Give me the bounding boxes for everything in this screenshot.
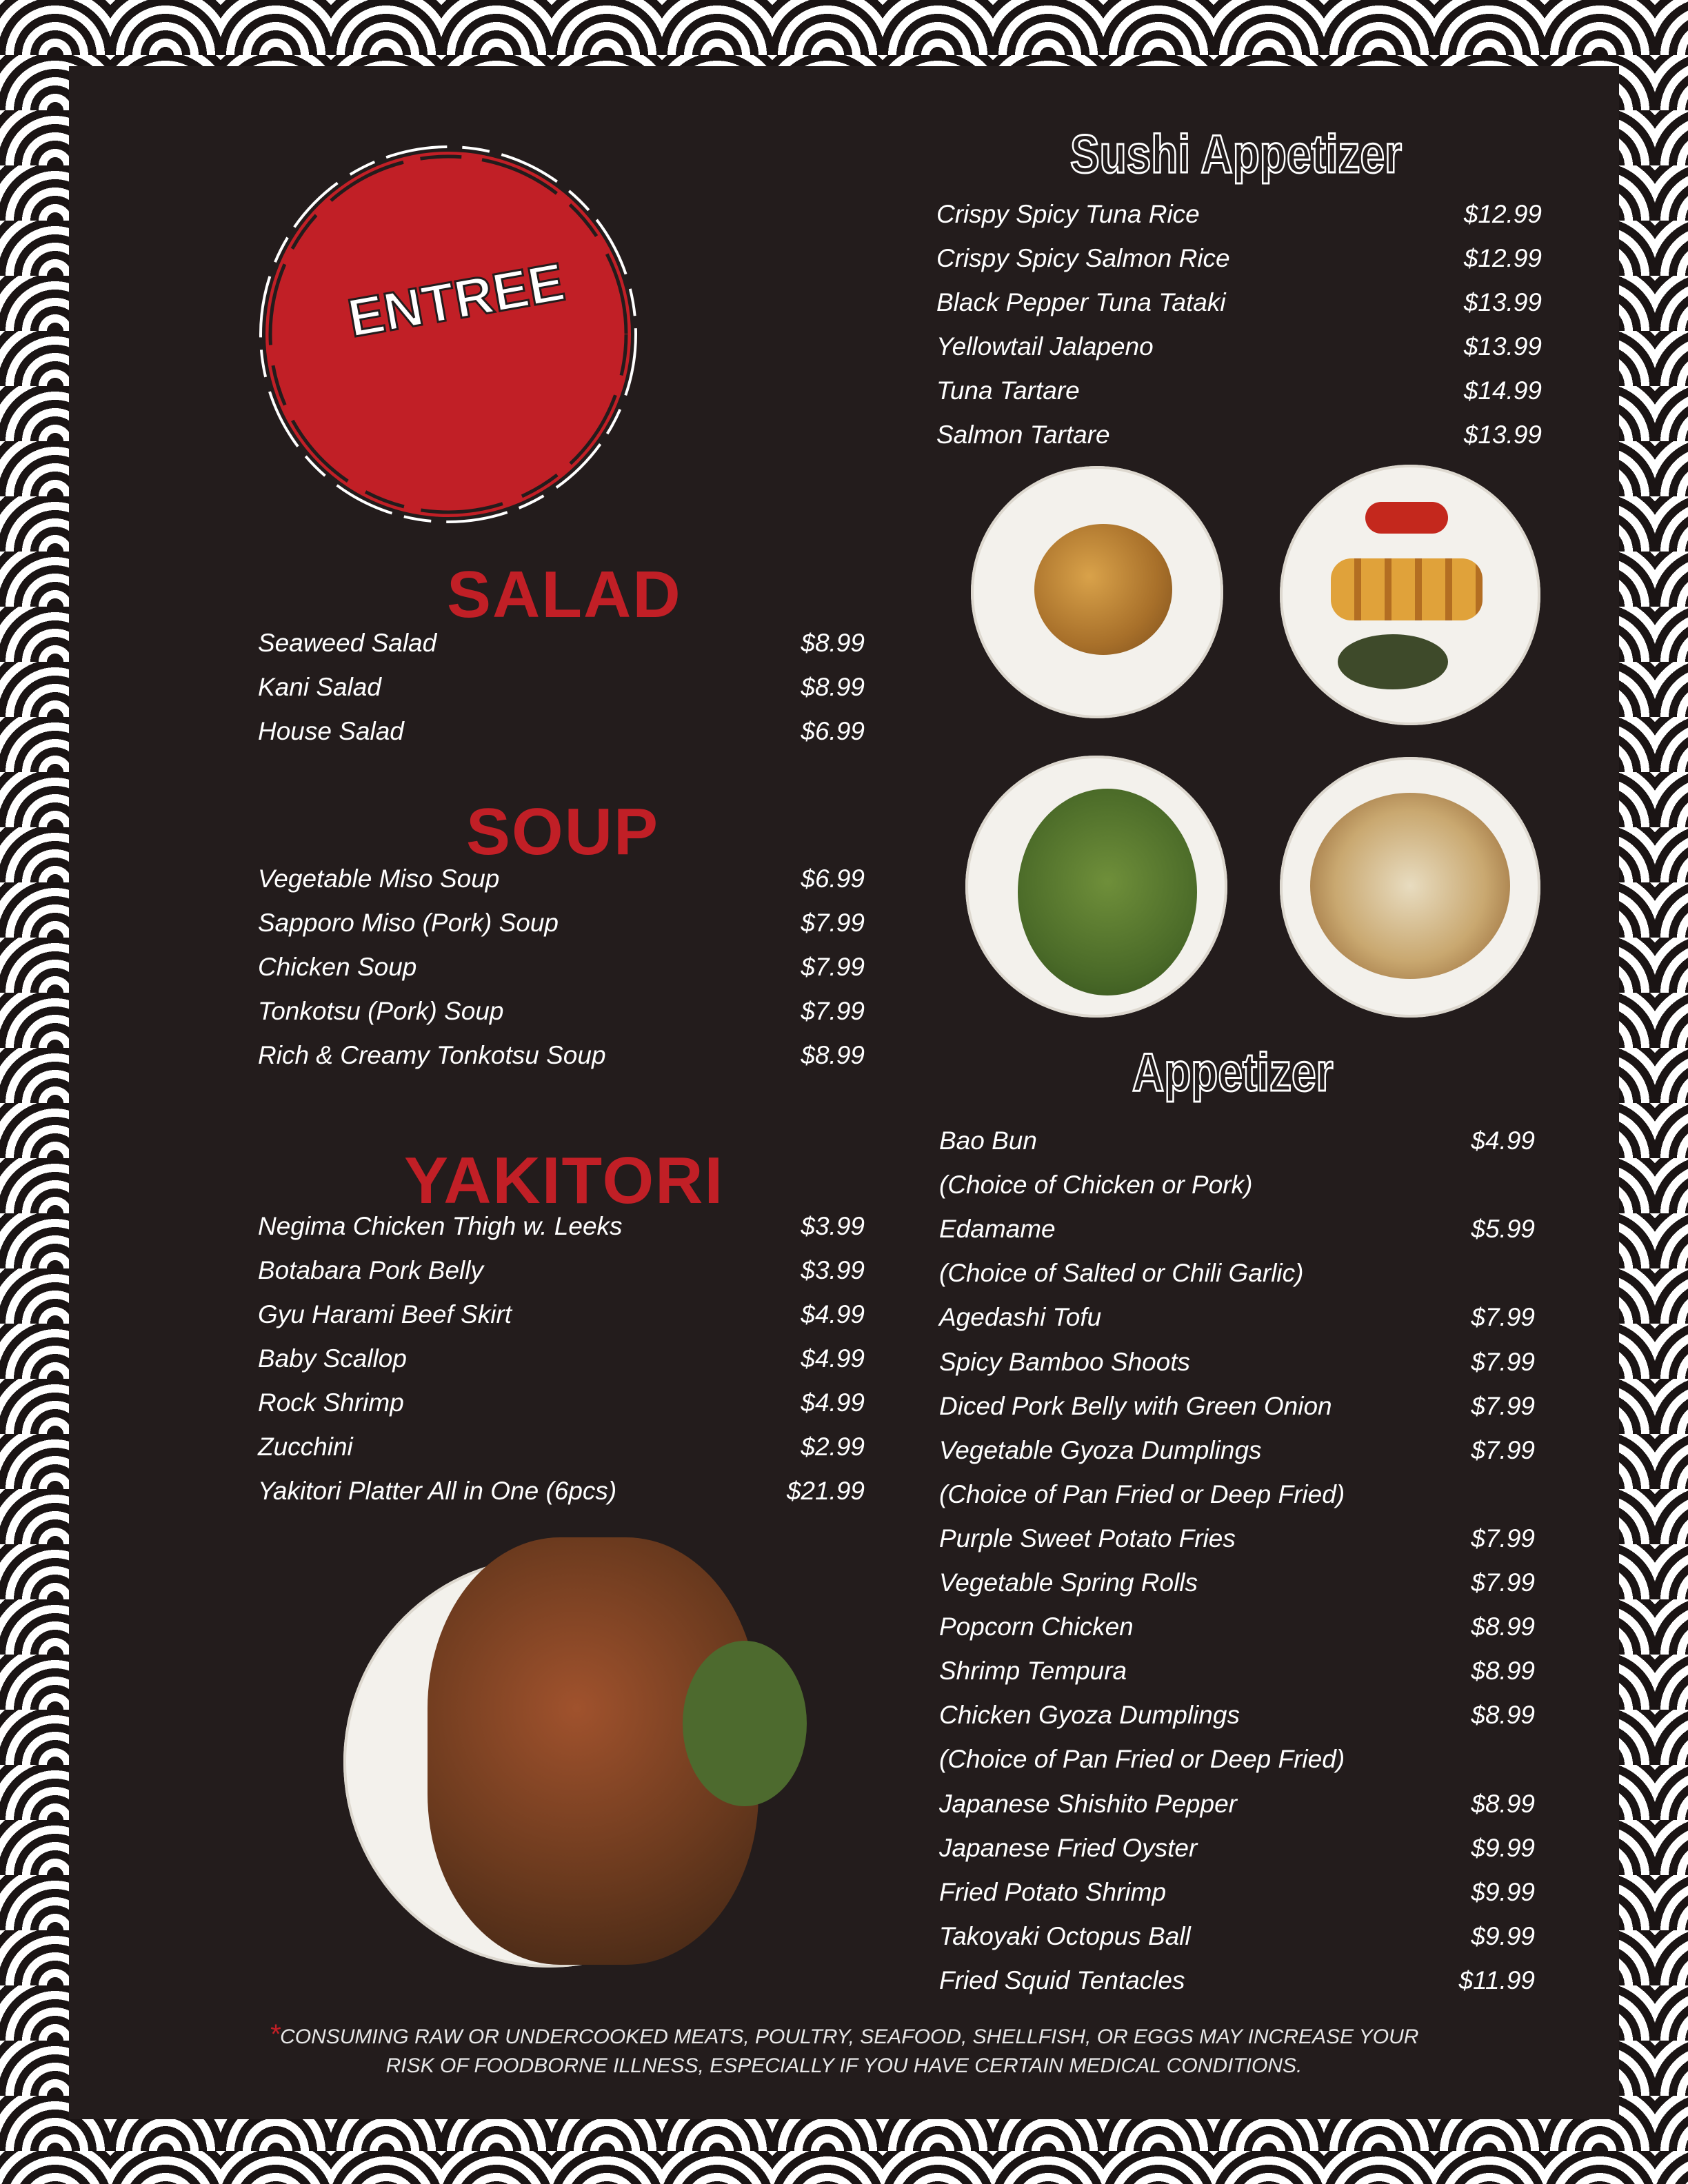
appetizer-item-name: Shrimp Tempura xyxy=(939,1657,1127,1686)
appetizer-item-name: Vegetable Spring Rolls xyxy=(939,1568,1198,1597)
yakitori-heading: YAKITORI xyxy=(404,1144,725,1217)
appetizer-item-name: (Choice of Chicken or Pork) xyxy=(939,1171,1253,1200)
appetizer-item-name: Fried Potato Shrimp xyxy=(939,1877,1167,1906)
soup-item-name: Chicken Soup xyxy=(258,953,417,981)
appetizer-item-price: $8.99 xyxy=(1471,1657,1535,1686)
yakitori-item-name: Botabara Pork Belly xyxy=(258,1256,484,1284)
appetizer-item-name: Fried Squid Tentacles xyxy=(939,1965,1185,1994)
soup-item-price: $7.99 xyxy=(801,953,865,981)
disclaimer-asterisk: * xyxy=(269,2019,281,2050)
yakitori-item-name: Zucchini xyxy=(258,1433,353,1461)
yakitori-item-price: $2.99 xyxy=(801,1433,865,1461)
sushi-appetizer-item-price: $12.99 xyxy=(1463,200,1542,228)
soup-item-name: Rich & Creamy Tonkotsu Soup xyxy=(258,1041,606,1069)
salad-item-name: House Salad xyxy=(258,717,404,745)
appetizer-item-price: $5.99 xyxy=(1471,1215,1535,1244)
yakitori-item-name: Gyu Harami Beef Skirt xyxy=(258,1300,512,1328)
sushi-appetizer-item-name: Yellowtail Jalapeno xyxy=(936,332,1154,361)
appetizer-item-name: Chicken Gyoza Dumplings xyxy=(939,1701,1240,1730)
appetizer-item-price: $4.99 xyxy=(1471,1126,1535,1155)
entree-badge-label: ENTREE xyxy=(343,251,570,349)
yakitori-item-price: $3.99 xyxy=(801,1212,865,1240)
yakitori-item-name: Negima Chicken Thigh w. Leeks xyxy=(258,1212,623,1240)
soup-item-name: Tonkotsu (Pork) Soup xyxy=(258,997,504,1025)
yakitori-item-price: $4.99 xyxy=(801,1388,865,1417)
appetizer-item-price: $8.99 xyxy=(1471,1701,1535,1730)
appetizer-item-price: $7.99 xyxy=(1471,1435,1535,1464)
sushi-appetizer-item-name: Tuna Tartare xyxy=(936,376,1080,405)
garnish-leaves xyxy=(1338,634,1448,689)
appetizer-item-name: Japanese Fried Oyster xyxy=(939,1833,1198,1862)
sushi-appetizer-item-price: $13.99 xyxy=(1463,288,1542,316)
soup-item-name: Vegetable Miso Soup xyxy=(258,865,500,893)
appetizer-item-price: $11.99 xyxy=(1458,1965,1535,1994)
appetizer-item-name: Vegetable Gyoza Dumplings xyxy=(939,1435,1262,1464)
appetizer-item-name: Popcorn Chicken xyxy=(939,1612,1134,1641)
sushi-appetizer-item-name: Salmon Tartare xyxy=(936,421,1110,449)
appetizer-item-price: $9.99 xyxy=(1471,1877,1535,1906)
sushi-appetizer-item-name: Crispy Spicy Salmon Rice xyxy=(936,244,1230,272)
appetizer-item-name: (Choice of Pan Fried or Deep Fried) xyxy=(939,1745,1345,1774)
appetizer-item-name: Bao Bun xyxy=(939,1126,1037,1155)
food-safety-disclaimer xyxy=(0,2020,1688,2081)
salad-item-price: $6.99 xyxy=(801,717,865,745)
salad-item-price: $8.99 xyxy=(801,673,865,701)
appetizer-item-name: Japanese Shishito Pepper xyxy=(939,1789,1237,1818)
sushi-appetizer-item-price: $14.99 xyxy=(1463,376,1542,405)
sushi-appetizer-item-price: $12.99 xyxy=(1463,244,1542,272)
appetizer-item-name: (Choice of Pan Fried or Deep Fried) xyxy=(939,1479,1345,1508)
yakitori-leaves xyxy=(683,1641,807,1806)
salad-item-name: Kani Salad xyxy=(258,673,381,701)
yakitori-item-name: Yakitori Platter All in One (6pcs) xyxy=(258,1477,617,1505)
salad-item-price: $8.99 xyxy=(801,629,865,657)
disclaimer-line-1: CONSUMING RAW OR UNDERCOOKED MEATS, POULTRY, SEAFOOD, SHELLFISH, OR EGGS MAY INCREASE YOUR xyxy=(280,2025,1419,2048)
yakitori-item-name: Rock Shrimp xyxy=(258,1388,404,1417)
edamame-food xyxy=(1018,789,1197,995)
appetizer-item-name: (Choice of Salted or Chili Garlic) xyxy=(939,1259,1304,1288)
appetizer-item-price: $7.99 xyxy=(1471,1347,1535,1376)
soup-item-price: $8.99 xyxy=(801,1041,865,1069)
appetizer-item-price: $9.99 xyxy=(1471,1833,1535,1862)
popcorn-chicken-food xyxy=(1034,524,1172,655)
appetizer-item-name: Diced Pork Belly with Green Onion xyxy=(939,1391,1332,1420)
appetizer-heading: Appetizer xyxy=(1132,1042,1334,1102)
yakitori-item-price: $3.99 xyxy=(801,1256,865,1284)
gyoza-food xyxy=(1310,793,1510,979)
appetizer-item-name: Edamame xyxy=(939,1215,1056,1244)
shrimp-tempura-food xyxy=(1331,558,1483,620)
salad-heading: SALAD xyxy=(447,558,682,631)
sushi-appetizer-item-price: $13.99 xyxy=(1463,332,1542,361)
yakitori-item-price: $21.99 xyxy=(786,1477,865,1505)
soup-item-price: $6.99 xyxy=(801,865,865,893)
appetizer-item-price: $7.99 xyxy=(1471,1568,1535,1597)
yakitori-item-name: Baby Scallop xyxy=(258,1344,407,1373)
salad-item-name: Seaweed Salad xyxy=(258,629,437,657)
soup-item-price: $7.99 xyxy=(801,997,865,1025)
disclaimer-line-2: RISK OF FOODBORNE ILLNESS, ESPECIALLY IF YOU HAVE CERTAIN MEDICAL CONDITIONS. xyxy=(385,2054,1303,2077)
yakitori-item-price: $4.99 xyxy=(801,1344,865,1373)
sushi-appetizer-item-name: Crispy Spicy Tuna Rice xyxy=(936,200,1200,228)
appetizer-item-price: $7.99 xyxy=(1471,1303,1535,1332)
appetizer-item-price: $8.99 xyxy=(1471,1789,1535,1818)
appetizer-item-name: Purple Sweet Potato Fries xyxy=(939,1524,1236,1553)
sushi-appetizer-item-name: Black Pepper Tuna Tataki xyxy=(936,288,1226,316)
soup-heading: SOUP xyxy=(466,795,660,869)
sushi-appetizer-item-price: $13.99 xyxy=(1463,421,1542,449)
appetizer-item-name: Takoyaki Octopus Ball xyxy=(939,1921,1191,1950)
soup-item-price: $7.99 xyxy=(801,909,865,937)
appetizer-item-name: Spicy Bamboo Shoots xyxy=(939,1347,1191,1376)
appetizer-item-price: $9.99 xyxy=(1471,1921,1535,1950)
soup-item-name: Sapporo Miso (Pork) Soup xyxy=(258,909,559,937)
sushi-appetizer-heading: Sushi Appetizer xyxy=(1070,123,1402,184)
appetizer-item-price: $7.99 xyxy=(1471,1391,1535,1420)
appetizer-item-name: Agedashi Tofu xyxy=(939,1303,1102,1332)
yakitori-item-price: $4.99 xyxy=(801,1300,865,1328)
sauce-drizzle xyxy=(1365,502,1448,534)
appetizer-item-price: $8.99 xyxy=(1471,1612,1535,1641)
appetizer-item-price: $7.99 xyxy=(1471,1524,1535,1553)
